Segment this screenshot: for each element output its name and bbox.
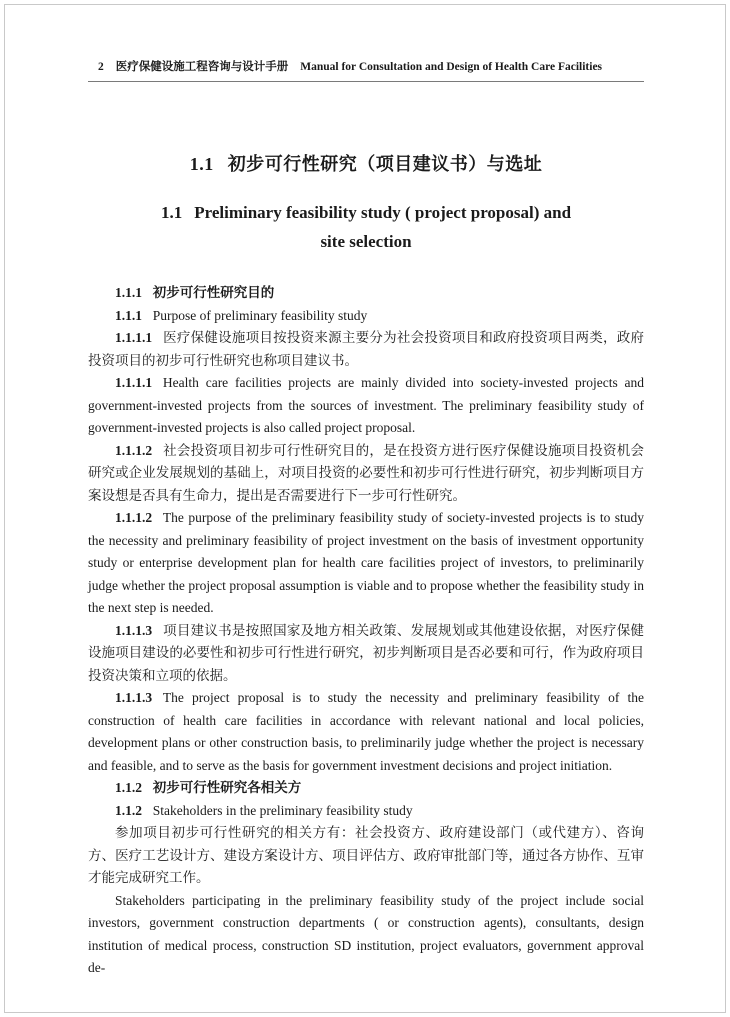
section-title-zh <box>88 150 644 176</box>
header-title-zh: 医疗保健设施工程咨询与设计手册 <box>115 61 289 73</box>
paragraph-number: 1.1.1.1 <box>115 330 153 345</box>
page-number: 2 <box>98 61 104 73</box>
paragraph-number: 1.1.1.2 <box>115 510 153 525</box>
paragraph-number: 1.1.1 <box>115 307 142 323</box>
subheading-1-1-1-en: 1.1.1 Purpose of preliminary feasibility study <box>115 307 368 323</box>
section-title-en-line2: site selection <box>320 232 412 251</box>
paragraph-number: 1.1.2 <box>115 802 142 818</box>
subheading-1-1-1-zh: 1.1.1 初步可行性研究目的 <box>115 285 275 300</box>
subheading-1-1-2-en: 1.1.2 Stakeholders in the preliminary feasibility study <box>115 802 413 818</box>
section-title-en-line1: Preliminary feasibility study ( project proposal) and <box>194 203 572 222</box>
body-text <box>88 282 644 980</box>
section-number-zh: 1.1 <box>189 154 214 174</box>
paragraph-1-1-1-1-en: 1.1.1.1 Health care facilities projects are mainly divided into society-invested projects and government-invested projects from the sources of investment. The preliminary feasibility study of government-invested projects is also called project proposal. <box>88 375 644 435</box>
document-page <box>88 58 644 980</box>
paragraph-1-1-1-1-zh: 1.1.1.1 医疗保健设施项目按投资来源主要分为社会投资项目和政府投资项目两类，政府投资项目的初步可行性研究也称项目建议书。 <box>88 330 644 368</box>
paragraph-number: 1.1.1.3 <box>115 622 153 638</box>
header-rule <box>88 81 644 82</box>
paragraph-number: 1.1.1.2 <box>115 442 153 458</box>
header-title-en: Manual for Consultation and Design of Health Care Facilities <box>300 61 603 73</box>
paragraph-stakeholders-zh: 参加项目初步可行性研究的相关方有：社会投资方、政府建设部门（或代建方）、咨询方、医疗工艺设计方、建设方案设计方、项目评估方、政府审批部门等，通过各方协作、互审才能完成研究工作。 <box>88 825 644 885</box>
paragraph-1-1-1-2-en: 1.1.1.2 The purpose of the preliminary feasibility study of society-invested projects is to study the necessity and preliminary feasibility of project investment on the basis of investment opportunity study or enterprise development plan for health care facilities project of investors, to preliminarily judge whether the project proposal assumption is viable and to propose whether the feasibility study in the next step is needed. <box>88 510 644 615</box>
paragraph-number: 1.1.1 <box>115 285 142 300</box>
page-header <box>88 58 644 74</box>
subheading-1-1-2-zh: 1.1.2 初步可行性研究各相关方 <box>115 780 302 795</box>
paragraph-1-1-1-3-zh: 1.1.1.3 项目建议书是按照国家及地方相关政策、发展规划或其他建设依据，对医疗保健设施项目建设的必要性和初步可行性进行研究，初步判断项目是否必要和可行，作为政府项目投资决策和立项的依据。 <box>88 622 644 683</box>
paragraph-number: 1.1.1.3 <box>115 690 153 705</box>
paragraph-1-1-1-3-en: 1.1.1.3 The project proposal is to study the necessity and preliminary feasibility of the construction of health care facilities in accordance with relevant national and local policies, development plans or other construction basis, to preliminarily judge whether the project is necessary and feasible, and to serve as the basis for government investment decisions and project initiation. <box>88 690 644 773</box>
paragraph-stakeholders-en: Stakeholders participating in the preliminary feasibility study of the project include social investors, government construction departments ( or construction agents), consultants, design institution of medical process, construction SD institution, project evaluators, government approval de- <box>88 892 644 975</box>
paragraph-1-1-1-2-zh: 1.1.1.2 社会投资项目初步可行性研究目的，是在投资方进行医疗保健设施项目投资机会研究或企业发展规划的基础上，对项目投资的必要性和初步可行性进行研究，初步判断项目方案设想是否具有生命力，提出是否需要进行下一步可行性研究。 <box>88 442 644 503</box>
paragraph-number: 1.1.2 <box>115 780 142 795</box>
paragraph-number: 1.1.1.1 <box>115 375 153 390</box>
section-title-zh-text: 初步可行性研究（项目建议书）与选址 <box>227 154 543 174</box>
section-number-en: 1.1 <box>160 203 183 222</box>
section-title-en <box>88 198 644 256</box>
